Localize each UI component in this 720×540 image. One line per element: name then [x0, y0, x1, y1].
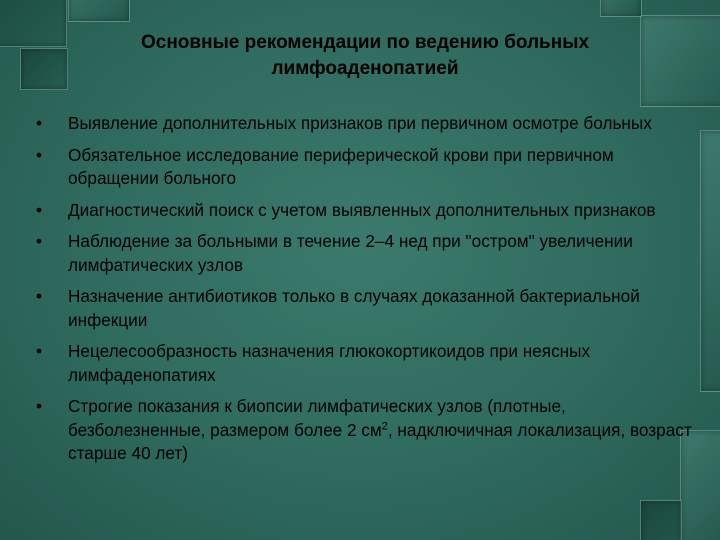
list-item-text: Наблюдение за больными в течение 2–4 нед при "остром" увеличении лимфатических узлов: [68, 231, 633, 275]
bullet-icon: •: [36, 341, 43, 361]
list-item-text: Диагностический поиск с учетом выявленных дополнительных признаков: [68, 199, 656, 220]
list-item: [30, 144, 692, 191]
bullet-icon: •: [36, 113, 43, 133]
bullet-icon: •: [36, 231, 43, 251]
list-item-text: Нецелесообразность назначения глюкокортикоидов при неясных лимфаденопатиях: [68, 341, 591, 385]
list-item: [30, 395, 692, 466]
list-item-text: Выявление дополнительных признаков при первичном осмотре больных: [68, 113, 652, 133]
bullet-icon: •: [36, 199, 43, 220]
list-item-text-part: , надключичная локализация, возраст старше 40 лет): [68, 419, 692, 463]
superscript-two: 2: [381, 419, 388, 432]
list-item: [30, 285, 692, 332]
list-item: [30, 199, 692, 223]
slide-title: [60, 30, 670, 82]
decorative-tile: [640, 500, 682, 540]
list-item-text: Назначение антибиотиков только в случаях доказанной бактериальной инфекции: [68, 286, 640, 330]
list-item: [30, 340, 692, 387]
recommendations-list: [30, 112, 692, 474]
bullet-icon: •: [36, 396, 43, 416]
bullet-icon: •: [36, 144, 43, 165]
bullet-icon: •: [36, 286, 43, 306]
list-item-text: Обязательное исследование периферической крови при первичном обращении больного: [68, 144, 614, 188]
title-line-2: лимфоаденопатией: [271, 58, 459, 79]
list-item: [30, 230, 692, 277]
list-item-text-part: Строгие показания к биопсии лимфатических узлов (плотные, безболезненные, размером более 2 см: [68, 396, 566, 440]
title-line-1: Основные рекомендации по ведению больных: [140, 32, 590, 53]
decorative-tile: [68, 0, 130, 22]
decorative-tile: [0, 0, 67, 47]
list-item: [30, 112, 692, 136]
decorative-tile: [700, 130, 720, 392]
decorative-tile: [600, 0, 642, 17]
list-item-text: [68, 396, 692, 463]
